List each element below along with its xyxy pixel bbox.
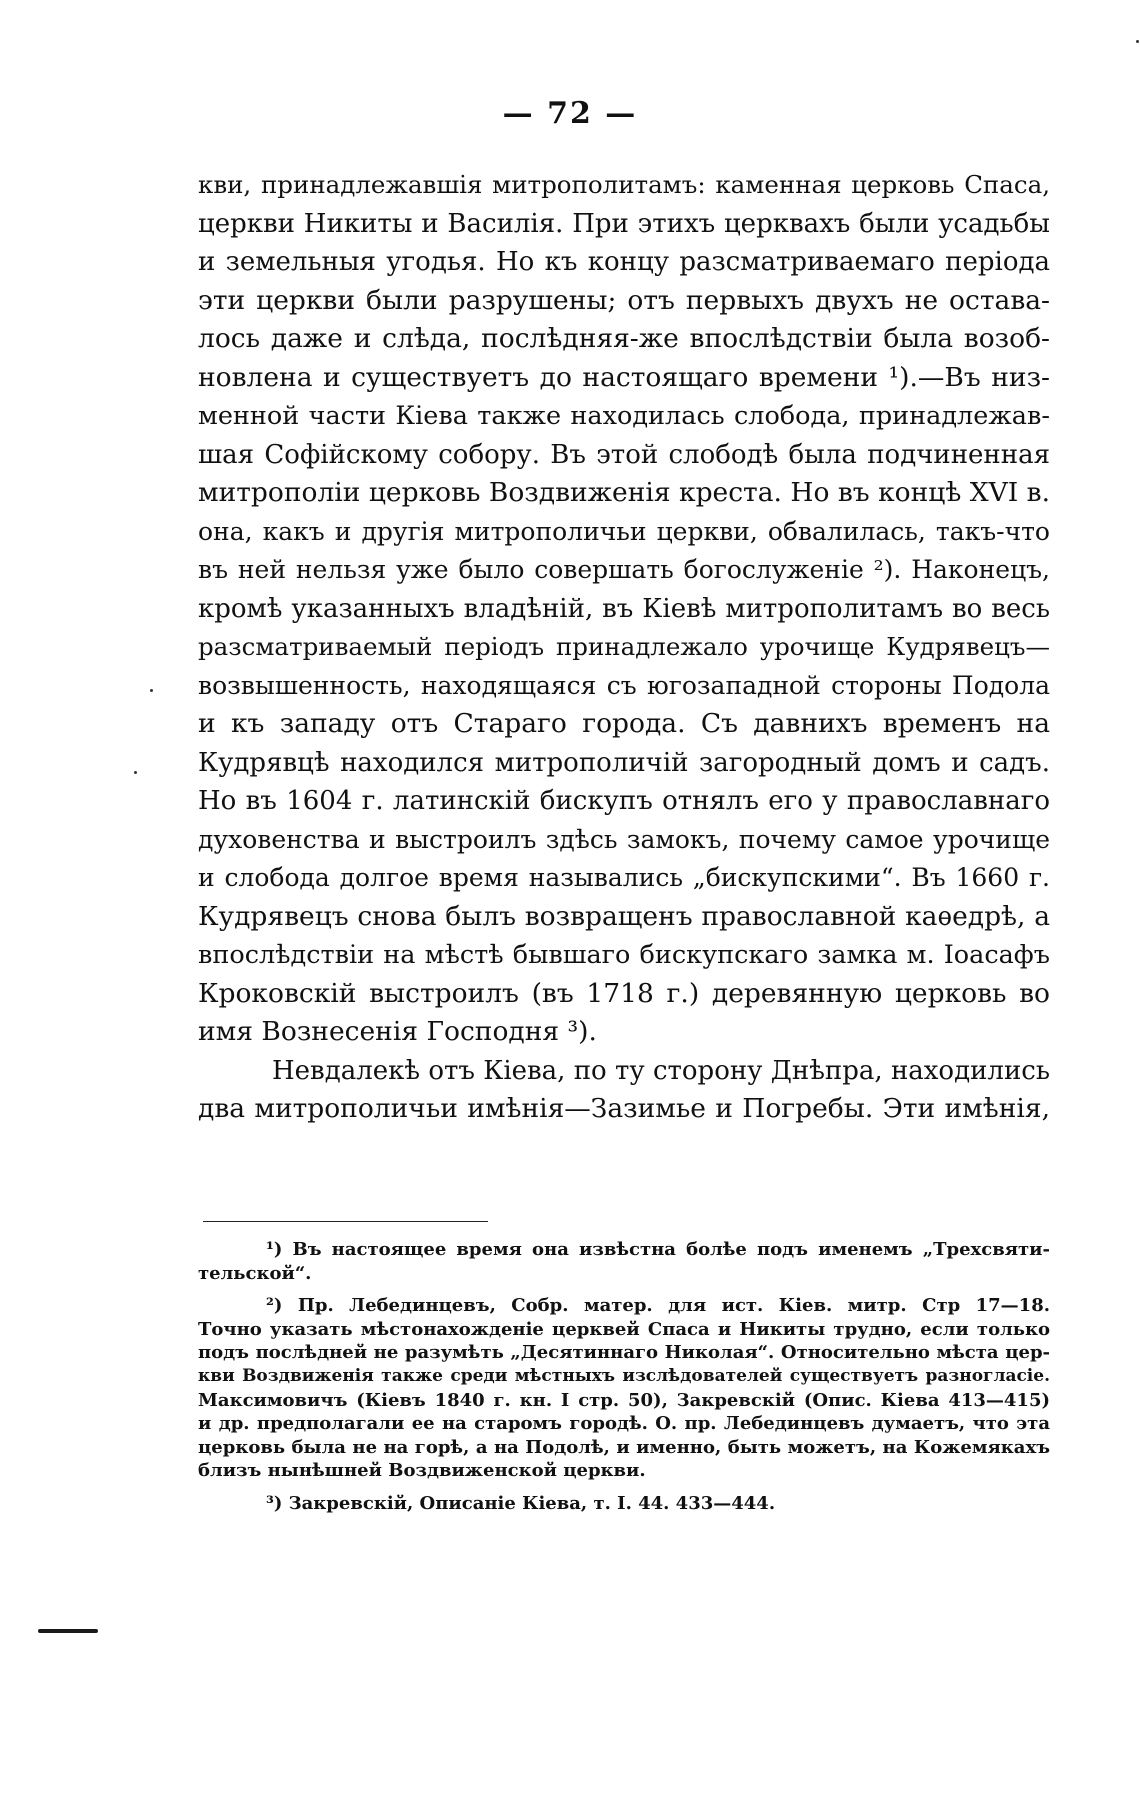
footnote-line: Максимовичъ (Кіевъ 1840 г. кн. I стр. 50), Закревскій (Опис. Кіева 413—415) (198, 1389, 1050, 1411)
footnote-line: церковь была не на горѣ, а на Подолѣ, и именно, быть можетъ, на Кожемякахъ (198, 1436, 1050, 1458)
text-line: Невдалекѣ отъ Кіева, по ту сторону Днѣпра, находились (272, 1055, 1050, 1086)
scan-speck (150, 689, 153, 692)
text-line: Кудрявецъ снова былъ возвращенъ православной каѳедрѣ, а (198, 900, 1050, 932)
footnote-line: ³) Закревскій, Описаніе Кіева, т. I. 44. 433—444. (266, 1492, 776, 1514)
text-line: Но въ 1604 г. латинскій бискупъ отнялъ его у православнаго (198, 786, 1050, 816)
footnote-line: и др. предполагали ее на старомъ городѣ. О. пр. Лебединцевъ думаетъ, что эта (198, 1413, 1050, 1435)
text-line: новлена и существуетъ до настоящаго времени ¹).—Въ низ- (198, 361, 1050, 393)
footnote-line: близъ нынѣшней Воздвиженской церкви. (198, 1460, 646, 1482)
footnote-line: кви Воздвиженія также среди мѣстныхъ изслѣдователей существуетъ разногласіе. (198, 1365, 1050, 1386)
footnote-line: подъ послѣдней не разумѣть „Десятиннаго Николая“. Относительно мѣста цер- (198, 1342, 1050, 1364)
footnote-line: тельской“. (198, 1262, 312, 1284)
text-line: духовенства и выстроилъ здѣсь замокъ, почему самое урочище (198, 824, 1050, 854)
text-line: возвышенность, находящаяся съ югозападной стороны Подола (198, 670, 1050, 700)
text-line: разсматриваемый періодъ принадлежало урочище Кудрявецъ— (198, 632, 1050, 661)
footnotes (198, 1238, 1050, 1516)
text-line: эти церкви были разрушены; отъ первыхъ двухъ не остава- (198, 284, 1050, 316)
text-line: въ ней нельзя уже было совершать богослуженіе ²). Наконецъ, (198, 555, 1050, 584)
scan-speck (134, 771, 137, 774)
main-text (198, 166, 1050, 1129)
page-number: — 72 — (502, 96, 638, 131)
text-line: кви, принадлежавшія митрополитамъ: каменная церковь Спаса, (198, 170, 1050, 199)
text-line: шая Софійскому собору. Въ этой слободѣ была подчиненная (198, 439, 1050, 470)
text-line: и земельныя угодья. Но къ концу разсматриваемаго періода (198, 247, 1050, 277)
footnote-separator (203, 1221, 488, 1222)
text-line: впослѣдствіи на мѣстѣ бывшаго бискупскаго замка м. Іоасафъ (198, 940, 1050, 970)
scan-speck (1136, 40, 1139, 43)
footnote-line: ²) Пр. Лебединцевъ, Собр. матер. для ист. Кіев. митр. Стр 17—18. (266, 1295, 1050, 1317)
text-line: она, какъ и другія митрополичьи церкви, обвалилась, такъ-что (198, 516, 1050, 546)
text-line: Кудрявцѣ находился митрополичій загородный домъ и садъ. (198, 747, 1050, 778)
footnote-line: ¹) Въ настоящее время она извѣстна болѣе подъ именемъ „Трехсвяти- (266, 1239, 1050, 1260)
text-line: два митрополичьи имѣнія—Зазимье и Погребы. Эти имѣнія, (198, 1093, 1050, 1124)
text-line: менной части Кіева также находилась слобода, принадлежав- (198, 401, 1050, 431)
text-line: митрополіи церковь Воздвиженія креста. Но въ концѣ XVI в. (198, 477, 1050, 508)
text-line: и слобода долгое время назывались „бискупскими“. Въ 1660 г. (198, 863, 1050, 892)
text-line: Кроковскій выстроилъ (въ 1718 г.) деревянную церковь во (198, 977, 1050, 1009)
text-line: имя Вознесенія Господня ³). (198, 1016, 597, 1047)
text-line: церкви Никиты и Василія. При этихъ церквахъ были усадьбы (198, 208, 1050, 239)
scan-edge-mark (38, 1629, 98, 1633)
text-line: лось даже и слѣда, послѣдняя-же впослѣдствіи была возоб- (198, 323, 1050, 354)
footnote-line: Точно указать мѣстонахожденіе церквей Спаса и Никиты трудно, если только (198, 1318, 1050, 1340)
text-line: и къ западу отъ Стараго города. Съ давнихъ временъ на (198, 708, 1050, 739)
text-line: кромѣ указанныхъ владѣній, въ Кіевѣ митрополитамъ во весь (198, 593, 1050, 624)
